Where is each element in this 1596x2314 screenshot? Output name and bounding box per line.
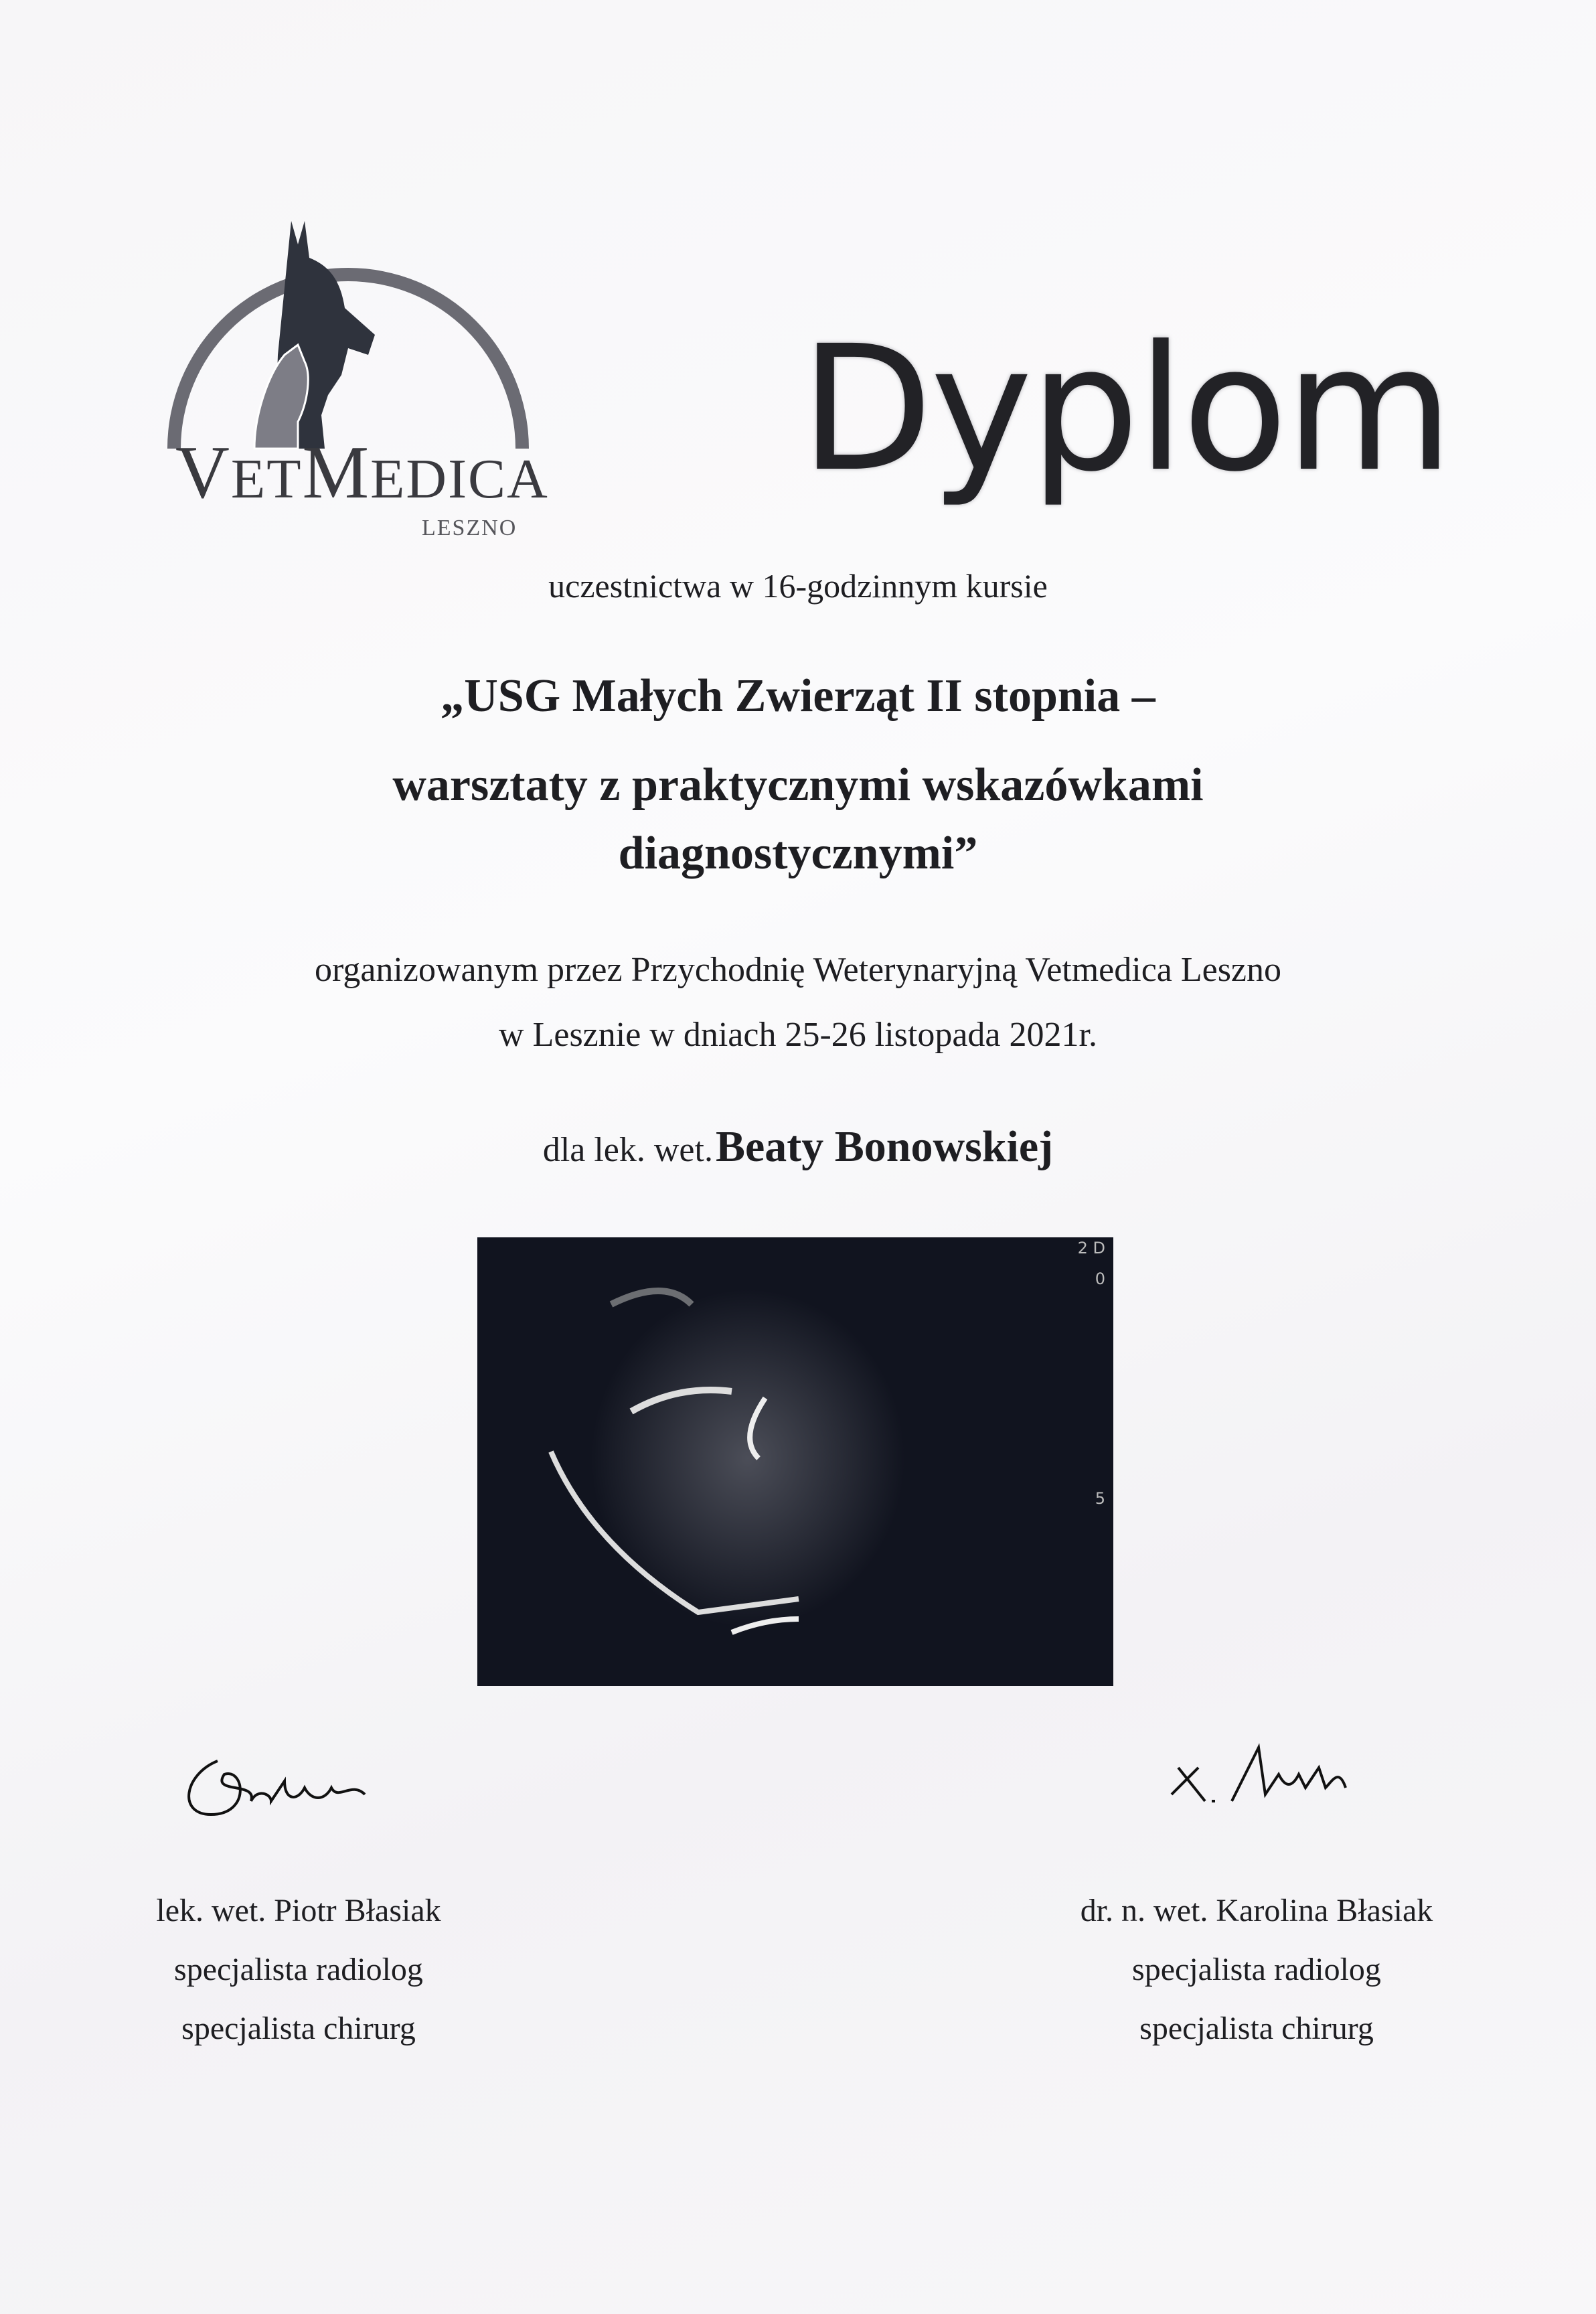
signatory-title: specjalista radiolog bbox=[174, 1952, 423, 1987]
logo-name: VETMEDICA bbox=[175, 431, 549, 514]
scale-label-mid: 5 bbox=[1095, 1489, 1105, 1508]
lead-text: uczestnictwa w 16-godzinnym kursie bbox=[548, 567, 1048, 605]
signatory-name: dr. n. wet. Karolina Błasiak bbox=[1080, 1893, 1433, 1928]
signatory-title: specjalista chirurg bbox=[181, 2011, 416, 2046]
diploma-heading: Dyplom bbox=[800, 309, 1451, 510]
mode-label: 2 D bbox=[1077, 1239, 1105, 1257]
signatory-name: lek. wet. Piotr Błasiak bbox=[156, 1893, 441, 1928]
recipient bbox=[0, 1122, 1596, 1172]
signature-left-icon bbox=[171, 1734, 438, 1841]
signatory-title: specjalista radiolog bbox=[1132, 1952, 1381, 1987]
date-line: w Lesznie w dniach 25-26 listopada 2021r. bbox=[499, 1016, 1097, 1054]
recipient-prefix: dla lek. wet. bbox=[542, 1131, 713, 1169]
course-title-line-2: warsztaty z praktycznymi wskazówkami bbox=[392, 759, 1204, 811]
signatory-left bbox=[64, 1881, 533, 2058]
course-title-line-1: „USG Małych Zwierząt II stopnia – bbox=[441, 670, 1155, 722]
ultrasound-scan-icon bbox=[477, 1237, 1113, 1686]
scale-label-top: 0 bbox=[1095, 1269, 1105, 1288]
organizer-line: organizowanym przez Przychodnię Weterynaryjną Vetmedica Leszno bbox=[314, 951, 1282, 989]
ultrasound-image bbox=[477, 1237, 1113, 1686]
signature-right-icon bbox=[1151, 1727, 1419, 1835]
signatory-title: specjalista chirurg bbox=[1139, 2011, 1374, 2046]
recipient-name: Beaty Bonowskiej bbox=[715, 1122, 1054, 1171]
course-title-line-3: diagnostycznymi” bbox=[618, 828, 978, 879]
signatory-right bbox=[1022, 1881, 1491, 2058]
logo-subtitle: LESZNO bbox=[422, 516, 517, 540]
